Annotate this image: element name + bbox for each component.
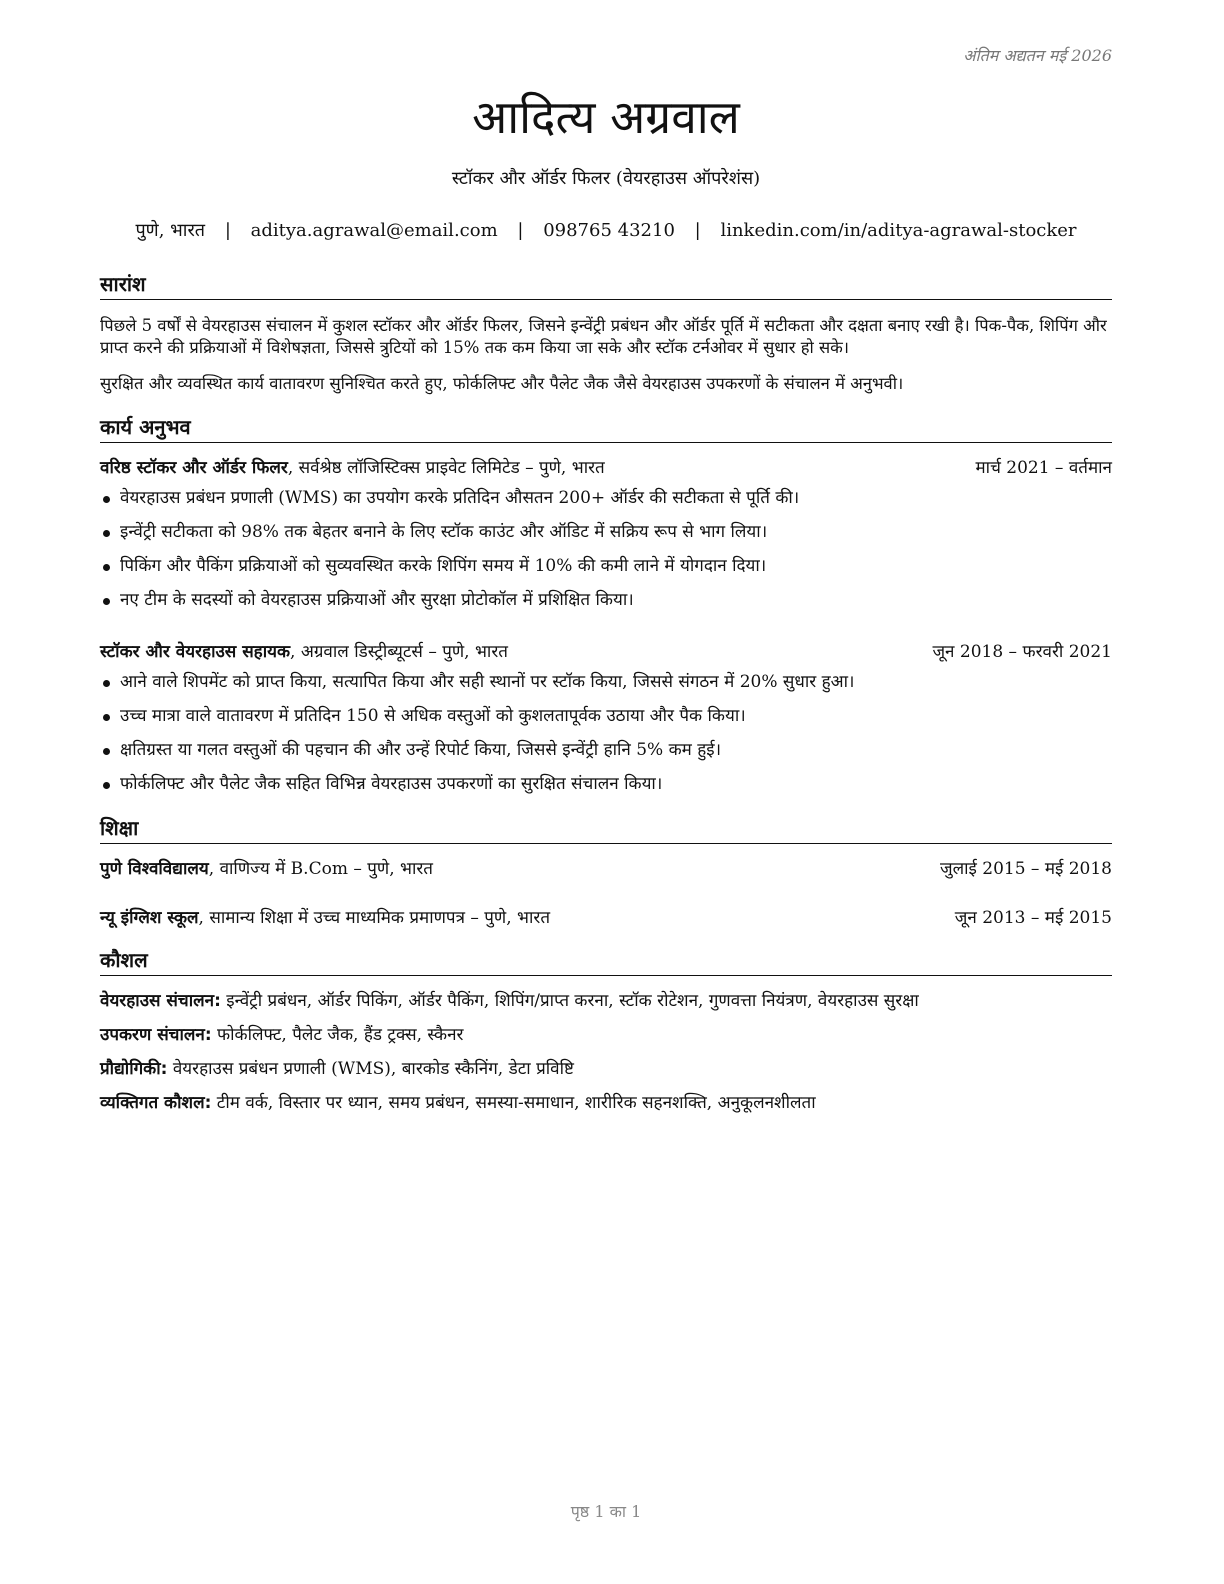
summary-paragraph: पिछले 5 वर्षों से वेयरहाउस संचालन में कुशल स्टॉकर और ऑर्डर फिलर, जिसने इन्वेंट्री प्रबंधन और ऑर्डर पूर्ति में सटीकता और दक्षता बनाए रखी है। पिक-पैक, शिपिंग और प्राप्त करने की प्रक्रियाओं में विशेषज्ञता, जिससे त्रुटियों को 15% तक कम किया जा सके और स्टॉक टर्नओवर में सुधार हो सके। — [100, 316, 1107, 357]
bullet-item: आने वाले शिपमेंट को प्राप्त किया, सत्यापित किया और सही स्थानों पर स्टॉक किया, जिससे संगठन में 20% सुधार हुआ। — [100, 670, 1112, 704]
job-bullets — [100, 486, 1112, 622]
bullet-item: पिकिंग और पैकिंग प्रक्रियाओं को सुव्यवस्थित करके शिपिंग समय में 10% की कमी लाने में योगदान दिया। — [100, 554, 1112, 588]
job-dates: जून 2018 – फरवरी 2021 — [932, 642, 1112, 662]
bullet-item: इन्वेंट्री सटीकता को 98% तक बेहतर बनाने के लिए स्टॉक काउंट और ऑडिट में सक्रिय रूप से भाग लिया। — [100, 520, 1112, 554]
job-header — [100, 456, 1112, 480]
skill-line — [100, 989, 1112, 1013]
education-entry — [100, 857, 1112, 881]
section-title-summary: सारांश — [100, 270, 1112, 300]
job-role: स्टॉकर और वेयरहाउस सहायक — [100, 642, 291, 662]
contact-separator: | — [517, 220, 524, 241]
contact-separator: | — [224, 220, 231, 241]
education-detail: , सामान्य शिक्षा में उच्च माध्यमिक प्रमाणपत्र – पुणे, भारत — [198, 908, 551, 928]
bullet-item: फोर्कलिफ्ट और पैलेट जैक सहित विभिन्न वेयरहाउस उपकरणों का सुरक्षित संचालन किया। — [100, 772, 1112, 806]
education-entry — [100, 906, 1112, 930]
job-role: वरिष्ठ स्टॉकर और ऑर्डर फिलर — [100, 458, 288, 478]
education-dates: जुलाई 2015 – मई 2018 — [939, 859, 1112, 879]
job-company: , अग्रवाल डिस्ट्रीब्यूटर्स – पुणे, भारत — [290, 642, 508, 662]
summary-paragraph: सुरक्षित और व्यवस्थित कार्य वातावरण सुनिश्चित करते हुए, फोर्कलिफ्ट और पैलेट जैक जैसे वेयरहाउस उपकरणों के संचालन में अनुभवी। — [100, 374, 904, 393]
job-header — [100, 640, 1112, 664]
skill-value: टीम वर्क, विस्तार पर ध्यान, समय प्रबंधन, समस्या-समाधान, शारीरिक सहनशक्ति, अनुकूलनशीलता — [211, 1093, 816, 1113]
contact-email-link[interactable]: aditya.agrawal@email.com — [250, 220, 498, 241]
skill-line — [100, 1091, 1112, 1115]
skill-label: व्यक्तिगत कौशल: — [100, 1093, 212, 1113]
skill-value: फोर्कलिफ्ट, पैलेट जैक, हैंड ट्रक्स, स्कैनर — [211, 1025, 464, 1045]
bullet-item: उच्च मात्रा वाले वातावरण में प्रतिदिन 150 से अधिक वस्तुओं को कुशलतापूर्वक उठाया और पैक किया। — [100, 704, 1112, 738]
education-detail: , वाणिज्य में B.Com – पुणे, भारत — [208, 859, 433, 879]
skill-label: वेयरहाउस संचालन: — [100, 991, 221, 1011]
skill-line — [100, 1057, 1112, 1081]
skill-value: वेयरहाउस प्रबंधन प्रणाली (WMS), बारकोड स्कैनिंग, डेटा प्रविष्टि — [167, 1059, 574, 1079]
contact-line — [100, 218, 1112, 244]
candidate-headline: स्टॉकर और ऑर्डर फिलर (वेयरहाउस ऑपरेशंस) — [451, 168, 761, 189]
skill-line — [100, 1023, 1112, 1047]
school-name: न्यू इंग्लिश स्कूल — [100, 908, 199, 928]
bullet-item: नए टीम के सदस्यों को वेयरहाउस प्रक्रियाओं और सुरक्षा प्रोटोकॉल में प्रशिक्षित किया। — [100, 588, 1112, 622]
section-title-experience: कार्य अनुभव — [100, 413, 1112, 443]
contact-separator: | — [694, 220, 701, 241]
resume-page — [100, 0, 1112, 1584]
bullet-item: क्षतिग्रस्त या गलत वस्तुओं की पहचान की और उन्हें रिपोर्ट किया, जिससे इन्वेंट्री हानि 5% कम हुई। — [100, 738, 1112, 772]
last-updated: अंतिम अद्यतन मई 2026 — [963, 46, 1112, 65]
contact-linkedin-link[interactable]: linkedin.com/in/aditya-agrawal-stocker — [720, 220, 1077, 241]
section-title-education: शिक्षा — [100, 814, 1112, 844]
job-dates: मार्च 2021 – वर्तमान — [975, 458, 1112, 478]
job-company: , सर्वश्रेष्ठ लॉजिस्टिक्स प्राइवेट लिमिटेड – पुणे, भारत — [287, 458, 605, 478]
contact-location: पुणे, भारत — [135, 220, 206, 241]
job-bullets — [100, 670, 1112, 806]
bullet-item: वेयरहाउस प्रबंधन प्रणाली (WMS) का उपयोग करके प्रतिदिन औसतन 200+ ऑर्डर की सटीकता से पूर्ति की। — [100, 486, 1112, 520]
education-dates: जून 2013 – मई 2015 — [954, 908, 1112, 928]
skill-label: प्रौद्योगिकी: — [100, 1059, 168, 1079]
contact-phone: 098765 43210 — [543, 220, 675, 241]
section-title-skills: कौशल — [100, 946, 1112, 976]
school-name: पुणे विश्वविद्यालय — [100, 859, 209, 879]
skill-label: उपकरण संचालन: — [100, 1025, 212, 1045]
skill-value: इन्वेंट्री प्रबंधन, ऑर्डर पिकिंग, ऑर्डर पैकिंग, शिपिंग/प्राप्त करना, स्टॉक रोटेशन, गुणवत्ता नियंत्रण, वेयरहाउस सुरक्षा — [220, 991, 919, 1011]
page-number: पृष्ठ 1 का 1 — [570, 1502, 642, 1521]
candidate-name: आदित्य अग्रवाल — [472, 90, 740, 144]
